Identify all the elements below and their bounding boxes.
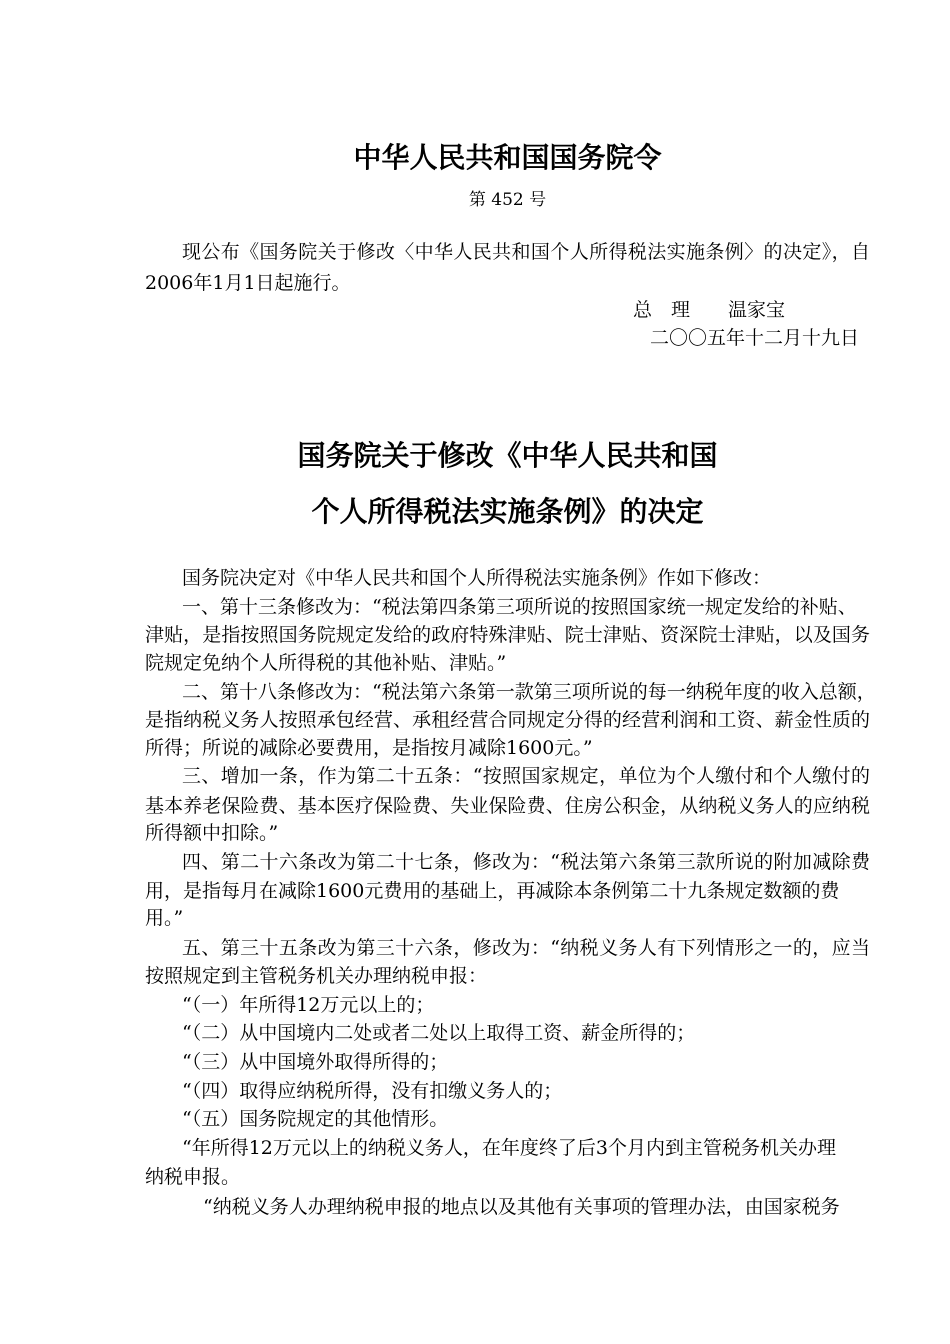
body-line: “纳税义务人办理纳税申报的地点以及其他有关事项的管理办法，由国家税务 xyxy=(203,1196,840,1218)
body-line: 津贴，是指按照国务院规定发给的政府特殊津贴、院士津贴、资深院士津贴，以及国务 xyxy=(145,624,870,646)
body-line: 用。” xyxy=(145,907,184,929)
body-line: 纳税申报。 xyxy=(145,1166,241,1188)
list-item: “（三）从中国境外取得所得的； xyxy=(182,1051,449,1073)
body-line: 所得；所说的减除必要费用，是指按月减除1600元。” xyxy=(145,737,593,759)
announcement-line: 2006年1月1日起施行。 xyxy=(145,272,351,294)
body-line: 国务院决定对《中华人民共和国个人所得税法实施条例》作如下修改： xyxy=(182,567,772,589)
body-line: 用，是指每月在减除1600元费用的基础上，再减除本条例第二十九条规定数额的费 xyxy=(145,880,840,902)
body-line: 二、第十八条修改为：“税法第六条第一款第三项所说的每一纳税年度的收入总额， xyxy=(182,681,876,703)
body-line: 基本养老保险费、基本医疗保险费、失业保险费、住房公积金，从纳税义务人的应纳税 xyxy=(145,795,870,817)
body-line: 院规定免纳个人所得税的其他补贴、津贴。” xyxy=(145,652,507,674)
decision-title-line: 个人所得税法实施条例》的决定 xyxy=(311,495,704,528)
list-item: “（五）国务院规定的其他情形。 xyxy=(182,1108,449,1130)
body-line: 是指纳税义务人按照承包经营、承租经营合同规定分得的经营利润和工资、薪金性质的 xyxy=(145,709,870,731)
list-item: “（一）年所得12万元以上的； xyxy=(182,994,435,1016)
decision-title-line: 国务院关于修改《中华人民共和国 xyxy=(297,439,718,472)
body-line: 三、增加一条，作为第二十五条：“按照国家规定，单位为个人缴付和个人缴付的 xyxy=(182,765,870,787)
order-date: 二〇〇五年十二月十九日 xyxy=(650,327,860,349)
announcement-line: 现公布《国务院关于修改〈中华人民共和国个人所得税法实施条例〉的决定》，自 xyxy=(182,241,870,263)
body-line: 一、第十三条修改为：“税法第四条第三项所说的按照国家统一规定发给的补贴、 xyxy=(182,596,857,618)
order-number: 第 452 号 xyxy=(468,190,547,210)
body-line: “年所得12万元以上的纳税义务人，在年度终了后3个月内到主管税务机关办理 xyxy=(182,1137,836,1159)
body-line: 五、第三十五条改为第三十六条，修改为：“纳税义务人有下列情形之一的，应当 xyxy=(182,937,870,959)
body-line: 四、第二十六条改为第二十七条，修改为：“税法第六条第三款所说的附加减除费 xyxy=(182,851,870,873)
list-item: “（四）取得应纳税所得，没有扣缴义务人的； xyxy=(182,1080,563,1102)
signer: 总 理 温家宝 xyxy=(633,299,786,321)
body-line: 所得额中扣除。” xyxy=(145,822,279,844)
body-line: 按照规定到主管税务机关办理纳税申报： xyxy=(145,965,488,987)
order-title: 中华人民共和国国务院令 xyxy=(353,141,662,174)
list-item: “（二）从中国境内二处或者二处以上取得工资、薪金所得的； xyxy=(182,1022,696,1044)
